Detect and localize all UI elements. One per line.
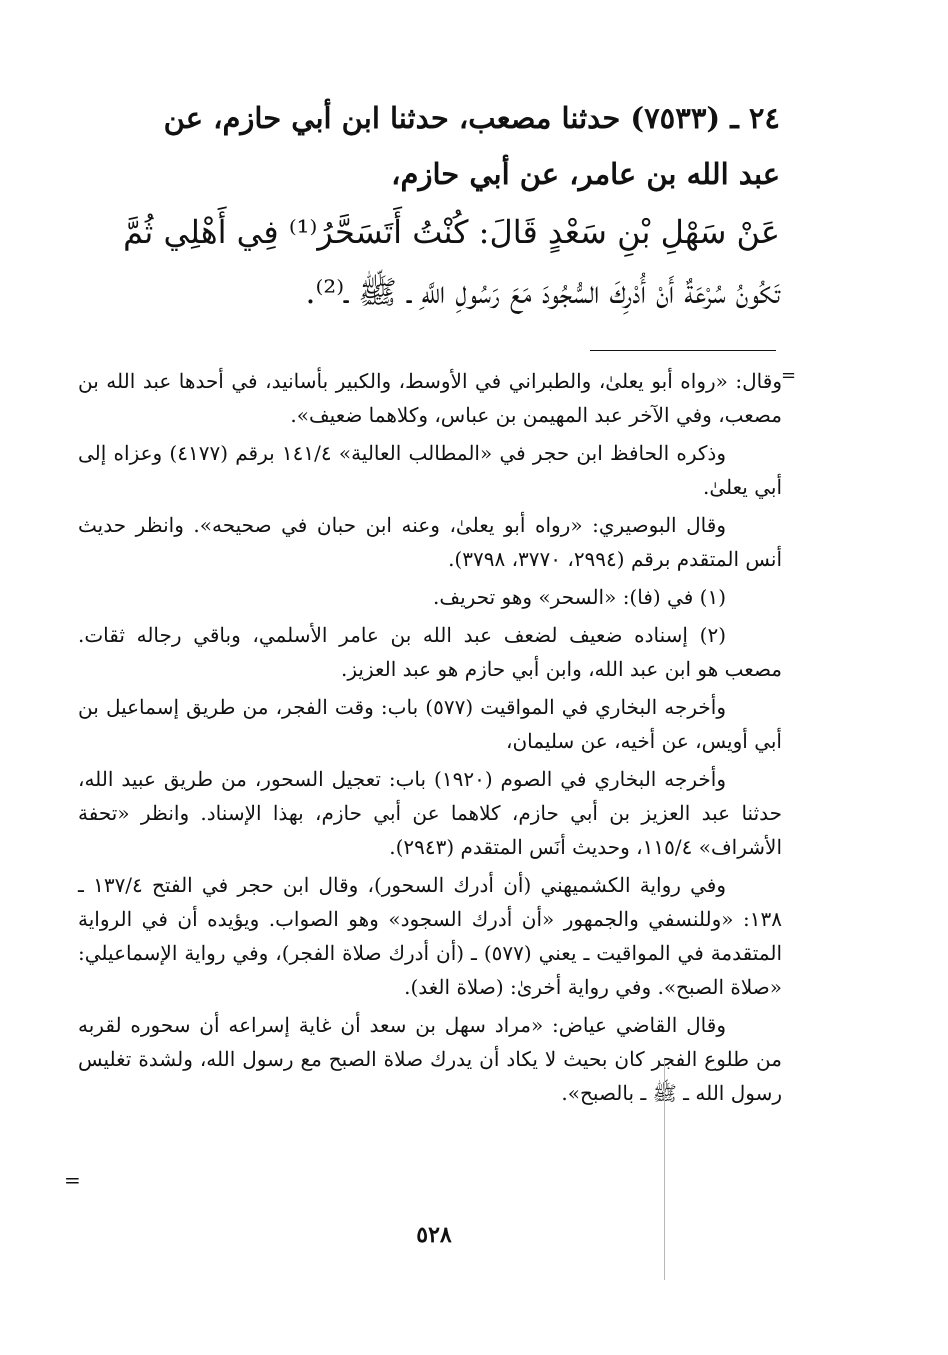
footnote-paragraph-9: وقال القاضي عياض: «مراد سهل بن سعد أن غاية إسراعه أن سحوره لقربه من طلوع الفجر كان بحيث لا يكاد أن يدرك صلاة الصبح مع رسول الله، ولشدة تغليس رسول الله ـ ﷺ ـ بالصبح». <box>78 1013 782 1105</box>
continuation-mark-bottom: = <box>64 1168 81 1192</box>
footnotes <box>78 364 782 1114</box>
hadith-isnad-line-1: ٢٤ ـ (٧٥٣٣) حدثنا مصعب، حدثنا ابن أبي حازم، عن <box>163 101 780 135</box>
footnote-paragraph-3: وقال البوصيري: «رواه أبو يعلىٰ، وعنه ابن حبان في صحيحه». وانظر حديث أنس المتقدم برقم (٢٩٩٤، ٣٧٧٠، ٣٧٩٨). <box>78 513 782 571</box>
continuation-mark-top: = <box>781 365 797 386</box>
footnote-1: (١) في (فا): «السحر» وهو تحريف. <box>433 585 726 609</box>
footnote-paragraph-2: وذكره الحافظ ابن حجر في «المطالب العالية» ١٤١/٤ برقم (٤١٧٧) وعزاه إلى أبي يعلىٰ. <box>78 441 782 499</box>
hadith-isnad-line-2: عبد الله بن عامر، عن أبي حازم، <box>391 157 780 191</box>
footnote-paragraph-7: وأخرجه البخاري في الصوم (١٩٢٠) باب: تعجيل السحور، من طريق عبيد الله، حدثنا عبد العزيز بن أبي حازم، كلاهما عن أبي حازم، بهذا الإسناد. وانظر «تحفة الأشراف» ١١٥/٤، وحديث أنَس المتقدم (٢٩٤٣). <box>78 767 782 859</box>
footnote-paragraph-8: وفي رواية الكشميهني (أن أدرك السحور)، وقال ابن حجر في الفتح ١٣٧/٤ ـ ١٣٨: «وللنسفي والجمهور «أن أدرك السجود» وهو الصواب. ويؤيده أن في الرواية المتقدمة في المواقيت ـ يعني (٥٧٧) ـ (أن أدرك صلاة الفجر)، وفي رواية الإسماعيلي: «صلاة الصبح». وفي رواية أخرىٰ: (صلاة الغد). <box>78 873 783 999</box>
footnote-separator <box>590 350 776 351</box>
footnote-2: (٢) إسناده ضعيف لضعف عبد الله بن عامر الأسلمي، وباقي رجاله ثقات. مصعب هو ابن عبد الله، وابن أبي حازم هو عبد العزيز. <box>78 623 782 681</box>
hadith-matn-line-1: عَنْ سَهْلِ بْنِ سَعْدٍ قَالَ: كُنْتُ أَتَسَحَّرُ⁽¹⁾ فِي أَهْلِي ثُمَّ <box>123 213 780 251</box>
page-number: ٥٢٨ <box>416 1222 452 1248</box>
scan-fold-line <box>664 1060 665 1280</box>
footnote-paragraph-6: وأخرجه البخاري في المواقيت (٥٧٧) باب: وقت الفجر، من طريق إسماعيل بن أبي أويس، عن أخيه، عن سليمان، <box>78 695 782 753</box>
hadith-matn-line-2: تَكُونُ سُرْعَةٌ أَنْ أُدْرِكَ السُّجُودَ مَعَ رَسُولِ اللَّهِ ـ ﷺ ـ⁽²⁾. <box>305 273 780 311</box>
hadith-block <box>80 90 780 322</box>
footnote-paragraph-1: وقال: «رواه أبو يعلىٰ، والطبراني في الأوسط، والكبير بأسانيد، في أحدها عبد الله بن مصعب، وفي الآخر عبد المهيمن بن عباس، وكلاهما ضعيف». <box>78 369 782 427</box>
